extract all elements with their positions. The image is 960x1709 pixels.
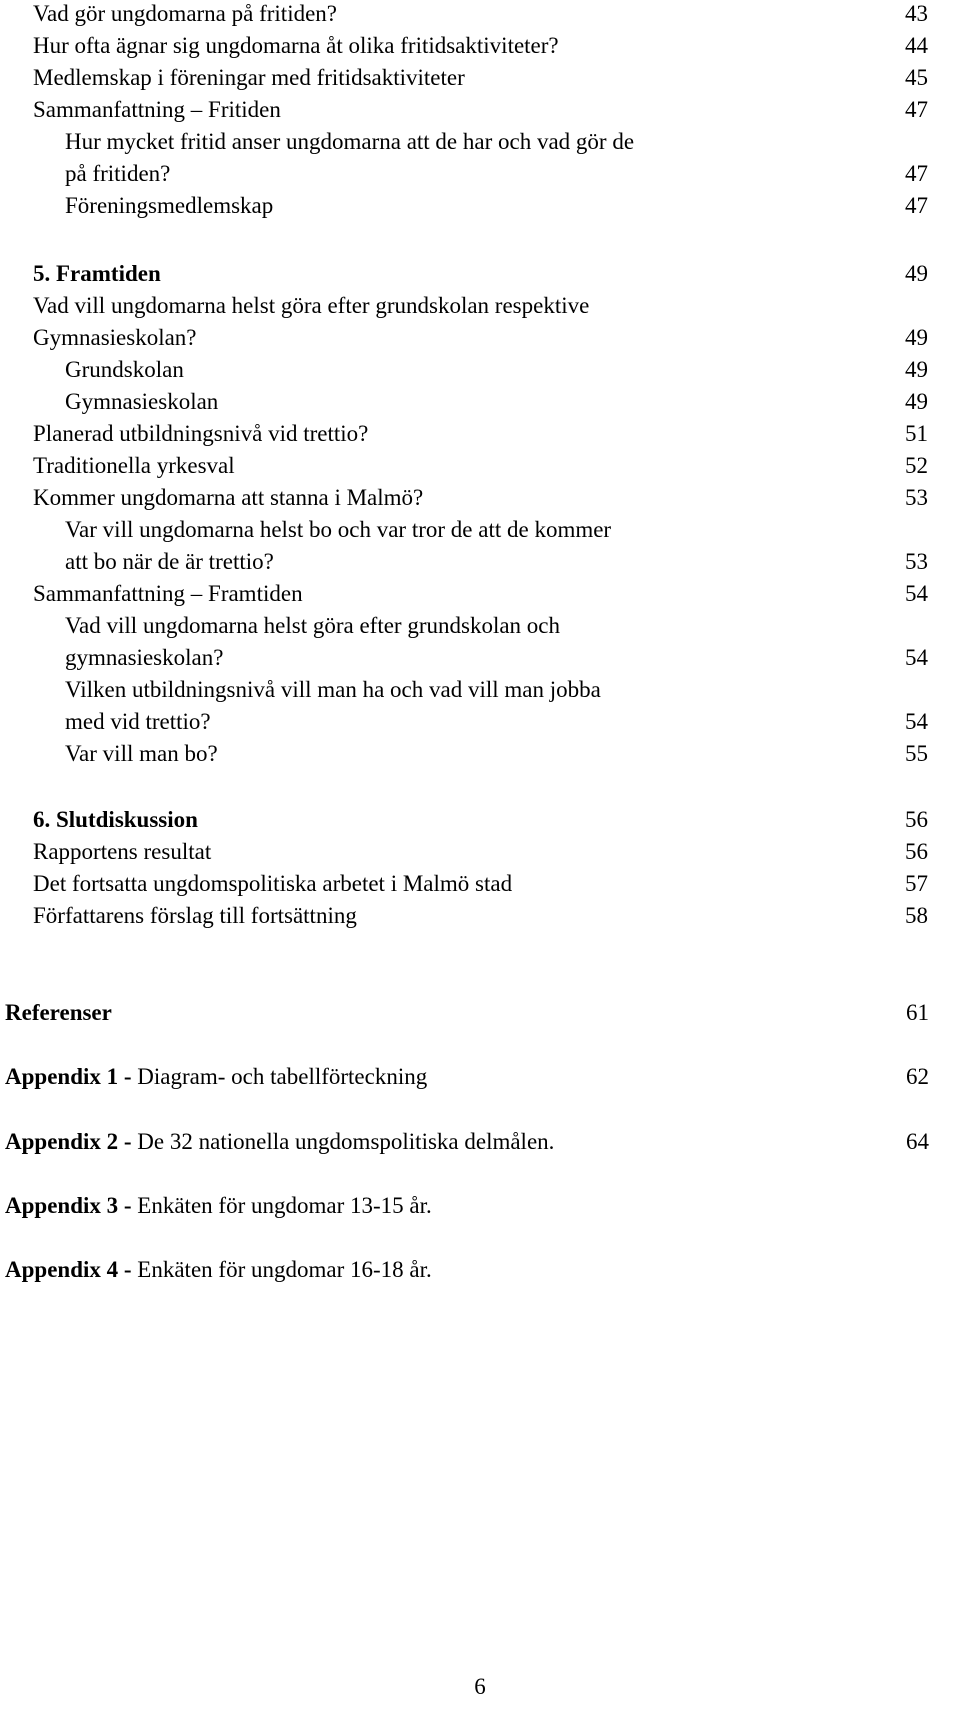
toc-entry-text: Vad vill ungdomarna helst göra efter grundskolan respektive: [33, 293, 590, 318]
toc-entry-page: 51: [905, 421, 928, 446]
toc-entry-text: Var vill man bo?: [65, 741, 218, 766]
toc-appendix-1: [5, 1061, 427, 1093]
toc-entry-page: 55: [905, 741, 928, 766]
toc-entry-page: 45: [905, 65, 928, 90]
toc-entry-text: Medlemskap i föreningar med fritidsaktiviteter: [33, 65, 465, 90]
toc-entry-page: 53: [905, 549, 928, 574]
toc-entry-text: att bo när de är trettio?: [65, 549, 274, 574]
toc-entry-text: Rapportens resultat: [33, 839, 212, 864]
appendix-title: Enkäten för ungdomar 16-18 år.: [131, 1257, 432, 1282]
toc-entry-text: Grundskolan: [65, 357, 184, 382]
toc-entry-page: 43: [905, 1, 928, 26]
toc-entry-page: 56: [905, 807, 928, 832]
appendix-label: Appendix 4 -: [5, 1257, 132, 1282]
toc-entry-page: 64: [906, 1129, 929, 1154]
toc-entry-page: 54: [905, 645, 928, 670]
toc-appendix-3: [5, 1190, 432, 1222]
page-number: 6: [474, 1674, 486, 1699]
toc-entry-page: 53: [905, 485, 928, 510]
appendix-label: Appendix 1 -: [5, 1064, 132, 1089]
appendix-label: Appendix 3 -: [5, 1193, 132, 1218]
toc-entry-page: 49: [905, 325, 928, 350]
toc-entry-page: 49: [905, 389, 928, 414]
appendix-title: Diagram- och tabellförteckning: [131, 1064, 428, 1089]
toc-entry-text: Vilken utbildningsnivå vill man ha och vad vill man jobba: [65, 677, 601, 702]
toc-entry-page: 62: [906, 1064, 929, 1089]
toc-entry-page: 49: [905, 261, 928, 286]
toc-appendix-2: [5, 1126, 554, 1158]
toc-chapter-heading: 5. Framtiden: [33, 261, 161, 286]
toc-entry-page: 47: [905, 97, 928, 122]
toc-entry-text: Sammanfattning – Fritiden: [33, 97, 281, 122]
appendix-title: De 32 nationella ungdomspolitiska delmålen.: [131, 1129, 555, 1154]
toc-entry-page: 57: [905, 871, 928, 896]
toc-entry-text: Hur ofta ägnar sig ungdomarna åt olika fritidsaktiviteter?: [33, 33, 559, 58]
toc-entry-page: 61: [906, 1000, 929, 1025]
toc-appendix-4: [5, 1254, 432, 1286]
toc-entry-text: Hur mycket fritid anser ungdomarna att de har och vad gör de: [65, 129, 635, 154]
toc-entry-text: Planerad utbildningsnivå vid trettio?: [33, 421, 369, 446]
toc-entry-text: på fritiden?: [65, 161, 171, 186]
toc-entry-page: 52: [905, 453, 928, 478]
appendix-label: Appendix 2 -: [5, 1129, 132, 1154]
toc-references-label: Referenser: [5, 1000, 112, 1025]
toc-entry-page: 47: [905, 161, 928, 186]
toc-entry-text: Vad gör ungdomarna på fritiden?: [33, 1, 338, 26]
toc-entry-page: 54: [905, 581, 928, 606]
toc-entry-text: Författarens förslag till fortsättning: [33, 903, 357, 928]
toc-entry-text: med vid trettio?: [65, 709, 211, 734]
toc-entry-text: Kommer ungdomarna att stanna i Malmö?: [33, 485, 424, 510]
toc-entry-text: Föreningsmedlemskap: [65, 193, 274, 218]
toc-entry-page: 49: [905, 357, 928, 382]
toc-entry-page: 47: [905, 193, 928, 218]
toc-entry-text: Det fortsatta ungdomspolitiska arbetet i Malmö stad: [33, 871, 513, 896]
toc-entry-text: Gymnasieskolan: [65, 389, 219, 414]
toc-entry-page: 54: [905, 709, 928, 734]
toc-entry-text: Vad vill ungdomarna helst göra efter grundskolan och: [65, 613, 561, 638]
toc-references: [5, 997, 112, 1029]
toc-entry-text: Gymnasieskolan?: [33, 325, 197, 350]
toc-entry-page: 44: [905, 33, 928, 58]
toc-entry-text: gymnasieskolan?: [65, 645, 224, 670]
toc-entry-text: Sammanfattning – Framtiden: [33, 581, 303, 606]
toc-chapter-heading: 6. Slutdiskussion: [33, 807, 198, 832]
toc-entry-text: Traditionella yrkesval: [33, 453, 235, 478]
appendix-title: Enkäten för ungdomar 13-15 år.: [131, 1193, 432, 1218]
toc-entry-page: 56: [905, 839, 928, 864]
toc-entry-text: Var vill ungdomarna helst bo och var tror de att de kommer: [65, 517, 612, 542]
toc-entry-page: 58: [905, 903, 928, 928]
